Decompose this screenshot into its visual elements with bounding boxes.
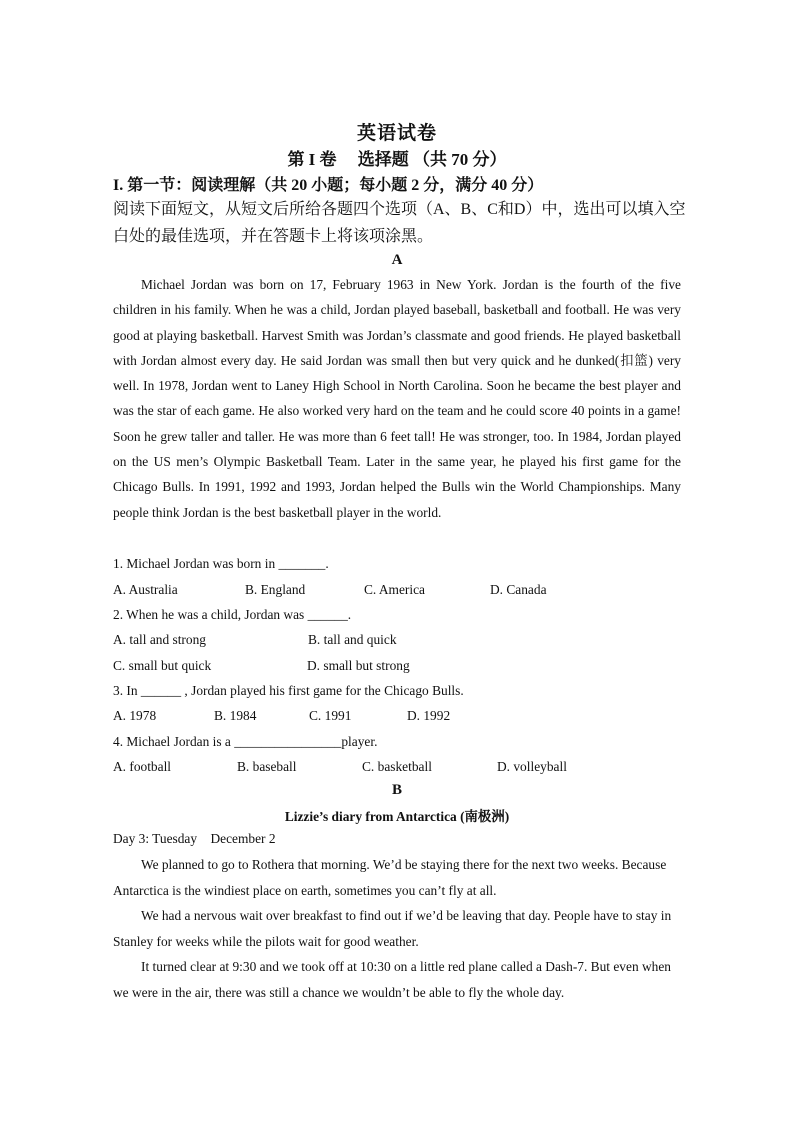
question-3-stem: 3. In ______ , Jordan played his first game for the Chicago Bulls. [113,683,464,698]
exam-title: 英语试卷 [356,123,437,144]
question-3-option-b[interactable]: B. 1984 [214,708,257,723]
passage-b-letter: B [391,782,402,798]
question-4-option-d[interactable]: D. volleyball [497,759,567,774]
passage-b-title: Lizzie’s diary from Antarctica (南极洲) [284,809,510,824]
section-instructions: 阅读下面短文，从短文后所给各题四个选项（A、B、C和D）中，选出可以填入空白处的最佳选项，并在答题卡上将该项涂黑。 [113,201,686,245]
passage-a-letter: A [391,252,403,268]
question-1-stem: 1. Michael Jordan was born in _______. [113,556,329,571]
question-1-option-a[interactable]: A. Australia [113,582,178,597]
question-3-option-d[interactable]: D. 1992 [407,708,451,723]
diary-paragraph-3: It turned clear at 9:30 and we took off at 10:30 on a little red plane called a Dash-7. But even when we were in the air, there was still a chance we wouldn’t be able to fly the whole day. [113,959,671,1000]
question-1-option-c[interactable]: C. America [364,582,425,597]
part-heading: 第 I 卷 选择题 （共 70 分） [287,150,507,169]
question-4-stem: 4. Michael Jordan is a ________________player. [113,734,378,749]
question-4-option-b[interactable]: B. baseball [237,759,297,774]
question-2-option-d[interactable]: D. small but strong [307,658,410,673]
diary-date: Day 3: Tuesday December 2 [113,831,276,846]
section-heading: I. 第一节：阅读理解（共 20 小题；每小题 2 分，满分 40 分） [113,177,544,194]
question-4-option-a[interactable]: A. football [113,759,172,774]
question-4-option-c[interactable]: C. basketball [362,759,432,774]
question-2-option-b[interactable]: B. tall and quick [308,632,397,647]
question-1-option-d[interactable]: D. Canada [490,582,547,597]
question-3-option-a[interactable]: A. 1978 [113,708,157,723]
question-2-option-c[interactable]: C. small but quick [113,658,212,673]
diary-paragraph-1: We planned to go to Rothera that morning. We’d be staying there for the next two weeks. Because Antarctica is the windiest place on earth, sometimes you can’t fly at all. [113,857,667,898]
passage-a-text: Michael Jordan was born on 17, February 1963 in New York. Jordan is the fourth of the five children in his family. When he was a child, Jordan played baseball, basketball and football. He was very good at playing basketball. Harvest Smith was Jordan’s classmate and good friends. He played basketball with Jordan almost every day. He said Jordan was small then but very quick and he dunked(扣篮) very well. In 1978, Jordan went to Laney High School in North Carolina. Soon he became the best player and was the star of each game. He also worked very hard on the team and he could score 40 points in a game! Soon he grew taller and taller. He was more than 6 feet tall! He was stronger, too. In 1984, Jordan played on the US men’s Olympic Basketball Team. Later in the same year, he played his first game for the Chicago Bulls. In 1991, 1992 and 1993, Jordan helped the Bulls win the World Championships. Many people think Jordan is the best basketball player in the world. [113,277,681,520]
question-3-option-c[interactable]: C. 1991 [309,708,352,723]
question-2-stem: 2. When he was a child, Jordan was ______. [113,607,352,622]
diary-paragraph-2: We had a nervous wait over breakfast to find out if we’d be leaving that day. People have to stay in Stanley for weeks while the pilots wait for good weather. [113,908,672,949]
question-1-option-b[interactable]: B. England [245,582,306,597]
question-2-option-a[interactable]: A. tall and strong [113,632,206,647]
